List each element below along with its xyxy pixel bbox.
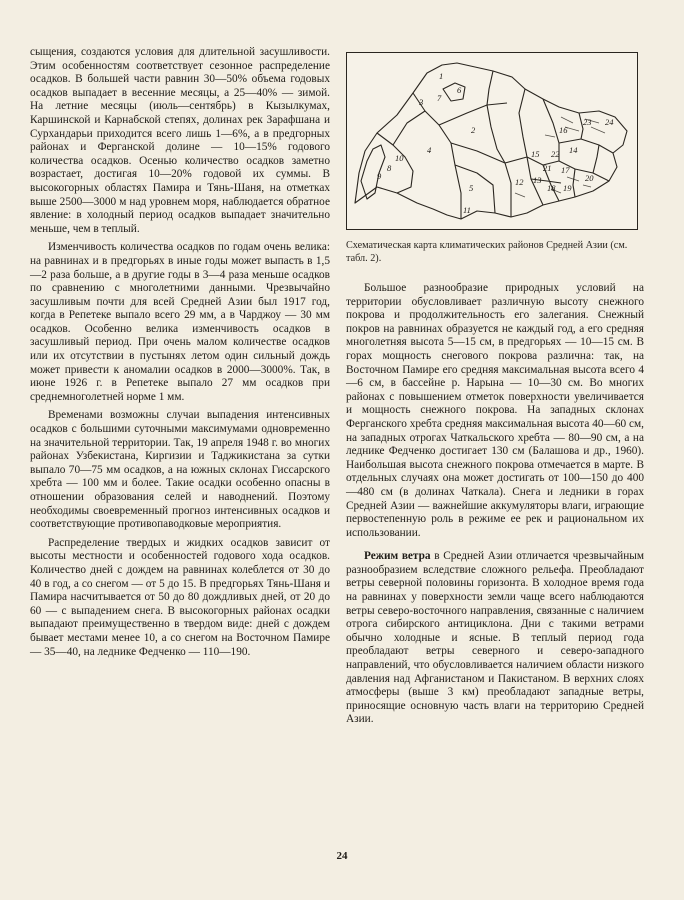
map-region-label: 24 — [605, 117, 614, 127]
map-region-label: 2 — [471, 125, 476, 135]
map-region-label: 12 — [515, 177, 524, 187]
paragraph: Изменчивость количества осадков по годам очень велика: на равнинах и в предгорьях в иные годы может выпасть в 1,5—2 раза больше, а в другие годы в 3—4 раза меньше осадков по сравнению с многолетними данными. Чрезвычайно засушливым почти для всей Средней Азии был 1917 год, когда в Репетеке выпало всего 29 мм, а в Чарджоу — 30 мм осадков. Особенно велика изменчивость осадков в засушливый период. При очень малом количестве осадков или их отсутствии в пустынях летом один сильный дождь может привести к аномалии осадков в 2000—3000%. Так, в июне 1926 г. в Репетеке выпало 27 мм осадков при среднемноголетней норме 1 мм. — [30, 241, 330, 403]
map-region-label: 23 — [583, 117, 592, 127]
map-region-label: 7 — [437, 93, 442, 103]
climate-regions-map — [346, 52, 638, 230]
map-region-label: 16 — [559, 125, 568, 135]
section-heading: Режим ветра — [364, 550, 431, 563]
paragraph — [346, 550, 644, 727]
map-region-label: 4 — [427, 145, 432, 155]
map-region-label: 9 — [377, 171, 382, 181]
page-number: 24 — [336, 850, 348, 862]
map-caption: Схематическая карта климатических районов Средней Азии (см. табл. 2). — [346, 240, 628, 264]
paragraph-text: в Средней Азии отличается чрезвычайным разнообразием вследствие сложного рельефа. Преобладают ветры северной половины горизонта. В холодное время года на равнинах у поверхности земли чаще всего наблюдаются ветры северо-восточного направления, связанные с наличием отрога сибирского антициклона. Дни с такими ветрами обычно холодные и ясные. В теплый период года преобладают ветры северного и северо-западного направлений, что обусловливается наличием области низкого давления над Афганистаном и Пакистаном. В верхних слоях атмосферы (выше 3 км) преобладают западные ветры, приносящие основную часть влаги на территорию Средней Азии. — [346, 550, 645, 726]
paragraph: Временами возможны случаи выпадения интенсивных осадков с большими суточными максимумами одновременно на значительной территории. Так, 19 апреля 1948 г. во многих районах Узбекистана, Киргизии и Таджикистана за сутки выпало 70—75 мм осадков, а на южных склонах Гиссарского хребта — 100 мм и более. Такие осадки особенно опасны в отношении образования селей и наводнений. Поэтому необходимы своевременный прогноз интенсивных осадков и соответствующие противопаводковые мероприятия. — [30, 409, 330, 531]
aral-sea-outline — [443, 83, 465, 101]
map-region-label: 6 — [457, 85, 462, 95]
map-region-label: 10 — [395, 153, 404, 163]
map-region-label: 22 — [551, 149, 560, 159]
map-region-label: 20 — [585, 173, 594, 183]
map-region-label: 18 — [547, 183, 556, 193]
map-region-label: 11 — [463, 205, 471, 215]
paragraph: Распределение твердых и жидких осадков зависит от высоты местности и особенностей годового хода осадков. Количество дней с дождем на равнинах колеблется от 30 до 40 в год, а со снегом — от 5 до 15. В предгорьях Тянь-Шаня и Памира насчитывается от 50 до 80 дождливых дней, от 20 до 60 — с выпадением снега. В высокогорных районах осадки выпадают преимущественно в твердом виде: дней с дождем бывает местами менее 10, а со снегом на Восточном Памире — 35—40, на леднике Федченко — 110—190. — [30, 536, 330, 658]
left-column — [30, 46, 330, 659]
map-region-label: 15 — [531, 149, 540, 159]
map-region-label: 14 — [569, 145, 578, 155]
map-region-label: 19 — [563, 183, 572, 193]
map-region-label: 17 — [561, 165, 570, 175]
map-region-label: 21 — [543, 163, 552, 173]
paragraph: Большое разнообразие природных условий на территории обусловливает различную высоту снежного покрова и продолжительность его залегания. Снежный покров на равнинах образуется не каждый год, а его средняя многолетняя высота 5—15 см, в предгорьях — 10—15 см. В горах мощность снегового покрова различна: так, на Восточном Памире его средняя максимальная высота всего 4—6 см, в бассейне р. Нарына — 10—30 см. Во многих районах с повышением отметок поверхности увеличивается и мощность снежного покрова. На западных склонах Ферганского хребта средняя максимальная высота 40—60 см, на западных отрогах Чаткальского хребта — 80—90 см, а на леднике Федченко достигает 130 см (Балашова и др., 1960). Наибольшая высота снежного покрова отмечается в марте. В отдельных случаях она может достигать от 100—150 до 400—480 см (в долинах Чаткала). Снега и ледники в горах Средней Азии — важнейшие аккумуляторы влаги, играющие первостепенную роль в режиме ее рек и рациональном их использовании. — [346, 282, 644, 539]
map-region-label: 13 — [533, 175, 542, 185]
paragraph: сыщения, создаются условия для длительной засушливости. Этим особенностям соответствует сезонное распределение осадков. В большей части равнин 30—50% объема годовых осадков выпадает в весенние месяцы, а 25—40% — зимой. На летние месяцы (июль—сентябрь) в Кызылкумах, Каршинской и Карнабской степях, долинах рек Зарафшана и Сурхандарьи приходится всего лишь 1—6%, а в предгорных районах и Ферганской долине — 10—15% годового количества осадков. Осенью количество осадков заметно возрастает, достигая 10—20% годовой их суммы. В высокогорных областях Памира и Тянь-Шаня, на отметках выше 2500—3000 м над уровнем моря, наблюдается обратное явление: в холодный период осадков выпадает значительно меньше, чем в теплый. — [30, 46, 330, 235]
map-region-label: 3 — [419, 97, 424, 107]
right-column — [346, 282, 644, 727]
map-region-label: 5 — [469, 183, 474, 193]
map-region-label: 1 — [439, 71, 444, 81]
map-region-label: 8 — [387, 163, 392, 173]
